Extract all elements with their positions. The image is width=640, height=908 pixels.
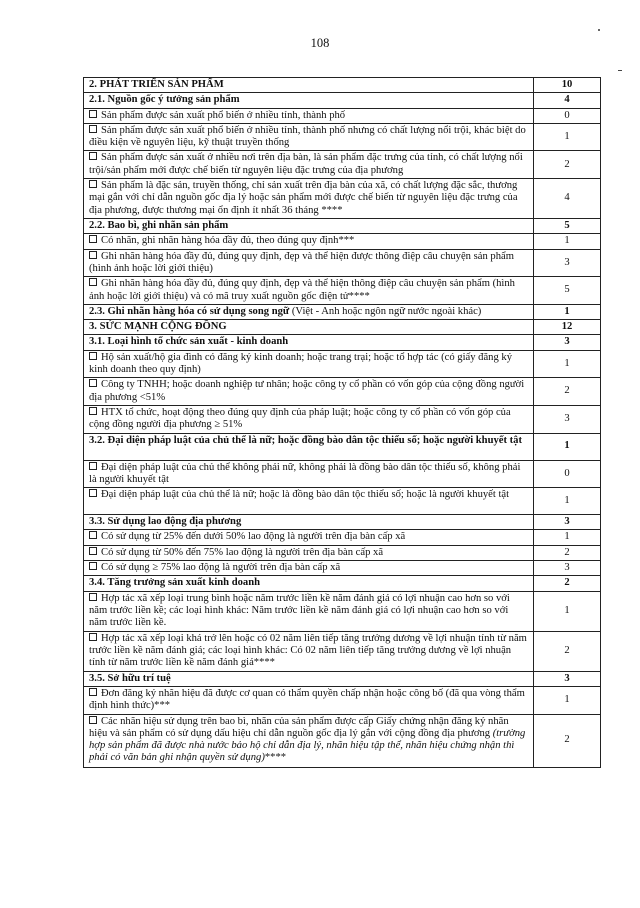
criterion-points: 1 [534,686,601,714]
scan-speck [598,29,600,31]
criterion-text: HTX tổ chức, hoạt động theo đúng quy định của pháp luật; hoặc công ty cổ phần có vốn góp của cộng đồng người địa phương ≥ 51% [89,406,511,431]
criterion-description [84,151,534,179]
criterion-points: 3 [534,249,601,277]
criterion-description [84,686,534,714]
criterion-row [84,179,601,219]
criterion-description [84,234,534,249]
criterion-row [84,545,601,560]
criterion-points: 3 [534,515,601,530]
checkbox-icon [89,235,97,243]
criterion-text: 2.3. Ghi nhãn hàng hóa có sử dụng song ngữ [89,305,290,317]
criterion-text: Có sử dụng ≥ 75% lao động là người trên địa bàn cấp xã [101,562,341,574]
criterion-points: 0 [534,108,601,123]
criterion-description [84,123,534,151]
criterion-text: 3.3. Sử dụng lao động địa phương [89,516,242,528]
criterion-points: 1 [534,433,601,460]
criterion-text: Đại diện pháp luật của chủ thể không phải nữ, không phải là đồng bào dân tộc thiểu số, không phải là người khuyết tật [89,461,521,485]
criterion-points: 1 [534,350,601,378]
criterion-text: 3. SỨC MẠNH CỘNG ĐỒNG [89,321,227,333]
criterion-description [84,591,534,631]
criterion-description [84,405,534,433]
criterion-row [84,714,601,767]
criterion-row [84,350,601,378]
criterion-description [84,515,534,530]
criterion-row [84,123,601,151]
criterion-description [84,631,534,671]
scan-speck [618,70,622,71]
criterion-description [84,179,534,219]
criterion-text: Đại diện pháp luật của chủ thể là nữ; hoặc là đồng bào dân tộc thiểu số; hoặc là người khuyết tật [101,489,510,501]
subsection-row [84,433,601,460]
checkbox-icon [89,593,97,601]
criterion-text: Công ty TNHH; hoặc doanh nghiệp tư nhân; hoặc công ty cổ phần có vốn góp của cộng đồng người địa phương <51% [89,379,525,403]
checkbox-icon [89,125,97,133]
checkbox-icon [89,110,97,118]
subsection-row [84,304,601,319]
criterion-row [84,591,601,631]
criterion-points: 1 [534,234,601,249]
criterion-points: 4 [534,179,601,219]
criterion-text: Ghi nhãn hàng hóa đầy đủ, đúng quy định, đẹp và thể hiện thông điệp câu chuyện sản phẩm (hình ảnh hoặc lời giới thiệu) và có mã truy xuất nguồn gốc điện tử**** [89,278,515,302]
criterion-footnote-mark: **** [264,752,287,764]
criterion-description [84,249,534,277]
criteria-table [83,77,601,768]
criterion-description [84,378,534,406]
criterion-points: 2 [534,576,601,591]
criterion-description [84,530,534,545]
criterion-row [84,631,601,671]
subsection-row [84,576,601,591]
criterion-points: 12 [534,320,601,335]
criteria-table-body [84,78,601,768]
criterion-points: 4 [534,93,601,108]
subsection-row [84,335,601,350]
criterion-text: Có sử dụng từ 25% đến dưới 50% lao động là người trên địa bàn cấp xã [101,531,406,543]
criterion-description [84,304,534,319]
criterion-text: 3.2. Đại diện pháp luật của chủ thể là nữ; hoặc đồng bào dân tộc thiểu số; hoặc người khuyết tật [89,434,522,446]
criterion-points: 3 [534,561,601,576]
criterion-text: 2.2. Bao bì, ghi nhãn sản phẩm [89,220,229,232]
checkbox-icon [89,716,97,724]
criterion-row [84,686,601,714]
criterion-points: 3 [534,671,601,686]
criterion-text: Đơn đăng ký nhãn hiệu đã được cơ quan có thẩm quyền chấp nhận hoặc công bố (đã qua vòng thẩm định hình thức)*** [89,687,525,712]
criterion-text: 2.1. Nguồn gốc ý tưởng sản phẩm [89,94,240,106]
criterion-description [84,78,534,93]
criterion-points: 1 [534,304,601,319]
criterion-points: 3 [534,405,601,433]
criterion-points: 2 [534,151,601,179]
criterion-description [84,108,534,123]
checkbox-icon [89,633,97,641]
criterion-description [84,576,534,591]
criterion-text: Hợp tác xã xếp loại trung bình hoặc năm trước liền kề năm đánh giá có lợi nhuận cao hơn so với năm trước liền kề; các loại hình khác: Năm trước liền kề năm đánh giá có lợi nhuận cao hơn so với năm trước liền kề. [89,592,510,629]
criterion-text: Sản phẩm được sản xuất ở nhiều nơi trên địa bàn, là sản phẩm đặc trưng của tỉnh, có chất lượng nổi trội/sản phẩm mới được chế biến từ nguyên liệu đặc trưng của địa phương [89,152,523,176]
criterion-points: 1 [534,488,601,515]
criterion-text-note: (Việt - Anh hoặc ngôn ngữ nước ngoài khác) [289,305,482,317]
criterion-row [84,249,601,277]
criterion-row [84,108,601,123]
criterion-text: Sản phẩm được sản xuất phổ biến ở nhiều tỉnh, thành phố [101,109,346,121]
checkbox-icon [89,688,97,696]
criterion-row [84,530,601,545]
criterion-points: 2 [534,378,601,406]
criterion-row [84,488,601,515]
criterion-description [84,545,534,560]
criterion-description [84,561,534,576]
subsection-row [84,93,601,108]
criterion-points: 5 [534,219,601,234]
criterion-points: 2 [534,545,601,560]
criterion-text: Hợp tác xã xếp loại khá trở lên hoặc có 02 năm liên tiếp tăng trưởng dương về lợi nhuận tính từ năm trước liền kề năm đánh giá; các loại hình khác: Có 02 năm liên tiếp tăng trưởng dương về lợi nhuận tính từ năm trước liền kề năm đánh giá**** [89,632,527,669]
criterion-description [84,320,534,335]
criterion-text: 2. PHÁT TRIỂN SẢN PHẨM [89,79,224,90]
criterion-description [84,714,534,767]
criterion-row [84,234,601,249]
subsection-row [84,671,601,686]
criterion-row [84,378,601,406]
criterion-points: 3 [534,335,601,350]
criterion-text: Sản phẩm được sản xuất phổ biến ở nhiều tỉnh, thành phố nhưng có chất lượng nổi trội, khác biệt do điều kiện về nguyên liệu, kỹ thuật truyền thống [89,124,526,149]
criterion-points: 0 [534,460,601,488]
criterion-description [84,433,534,460]
criterion-description [84,335,534,350]
checkbox-icon [89,180,97,188]
criterion-row [84,405,601,433]
criterion-points: 5 [534,277,601,305]
criterion-points: 1 [534,591,601,631]
section-row [84,320,601,335]
criterion-points: 2 [534,714,601,767]
criterion-points: 1 [534,530,601,545]
criterion-text: Ghi nhãn hàng hóa đầy đủ, đúng quy định, đẹp và thể hiện được thông điệp câu chuyện sản phẩm (hình ảnh hoặc lời giới thiệu) [89,250,514,274]
checkbox-icon [89,352,97,360]
checkbox-icon [89,251,97,259]
checkbox-icon [89,531,97,539]
section-row [84,78,601,93]
checkbox-icon [89,278,97,286]
criterion-text: 3.1. Loại hình tổ chức sản xuất - kinh doanh [89,336,289,348]
criterion-text: Có sử dụng từ 50% đến 75% lao động là người trên địa bàn cấp xã [101,546,384,558]
criterion-row [84,561,601,576]
criterion-points: 10 [534,78,601,93]
criterion-text: Các nhãn hiệu sử dụng trên bao bì, nhãn của sản phẩm được cấp Giấy chứng nhận đăng ký nhãn hiệu và sản phẩm có sử dụng dấu hiệu chỉ dẫn nguồn gốc địa lý gắn với cộng đồng địa phương [89,715,509,739]
checkbox-icon [89,152,97,160]
criterion-text: Sản phẩm là đặc sản, truyền thống, chỉ sản xuất trên địa bàn của xã, có chất lượng đặc sắc, thương mại gắn với chỉ dẫn nguồn gốc địa lý hoặc sản phẩm mới được chế biến từ nguyên liệu đặc trưng của địa phương, được thương mại ổn định ít nhất 36 tháng **** [89,180,518,216]
subsection-row [84,515,601,530]
criterion-description [84,488,534,515]
criterion-description [84,93,534,108]
criterion-description [84,460,534,488]
criterion-text: 3.5. Sở hữu trí tuệ [89,672,171,684]
criterion-row [84,277,601,305]
criterion-description [84,671,534,686]
criterion-description [84,219,534,234]
criterion-description [84,350,534,378]
checkbox-icon [89,462,97,470]
criterion-description [84,277,534,305]
criterion-text: Hộ sản xuất/hộ gia đình có đăng ký kinh doanh; hoặc trang trại; hoặc tổ hợp tác (có giấy đăng ký kinh doanh theo quy định) [89,351,512,376]
criterion-text: 3.4. Tăng trưởng sản xuất kinh doanh [89,577,260,589]
subsection-row [84,219,601,234]
checkbox-icon [89,489,97,497]
checkbox-icon [89,379,97,387]
criterion-points: 2 [534,631,601,671]
checkbox-icon [89,407,97,415]
criterion-row [84,460,601,488]
criterion-text: Có nhãn, ghi nhãn hàng hóa đầy đủ, theo đúng quy định*** [101,235,355,247]
page-number: 108 [310,36,330,50]
criterion-points: 1 [534,123,601,151]
checkbox-icon [89,562,97,570]
checkbox-icon [89,547,97,555]
criterion-italic-note: (trường hợp sản phẩm đã được nhà nước bảo hộ chỉ dẫn địa lý, nhãn hiệu tập thể, nhãn hiệu chứng nhận thì phải có văn bản ghi nhận quyền sử dụng) [89,727,526,764]
criterion-row [84,151,601,179]
